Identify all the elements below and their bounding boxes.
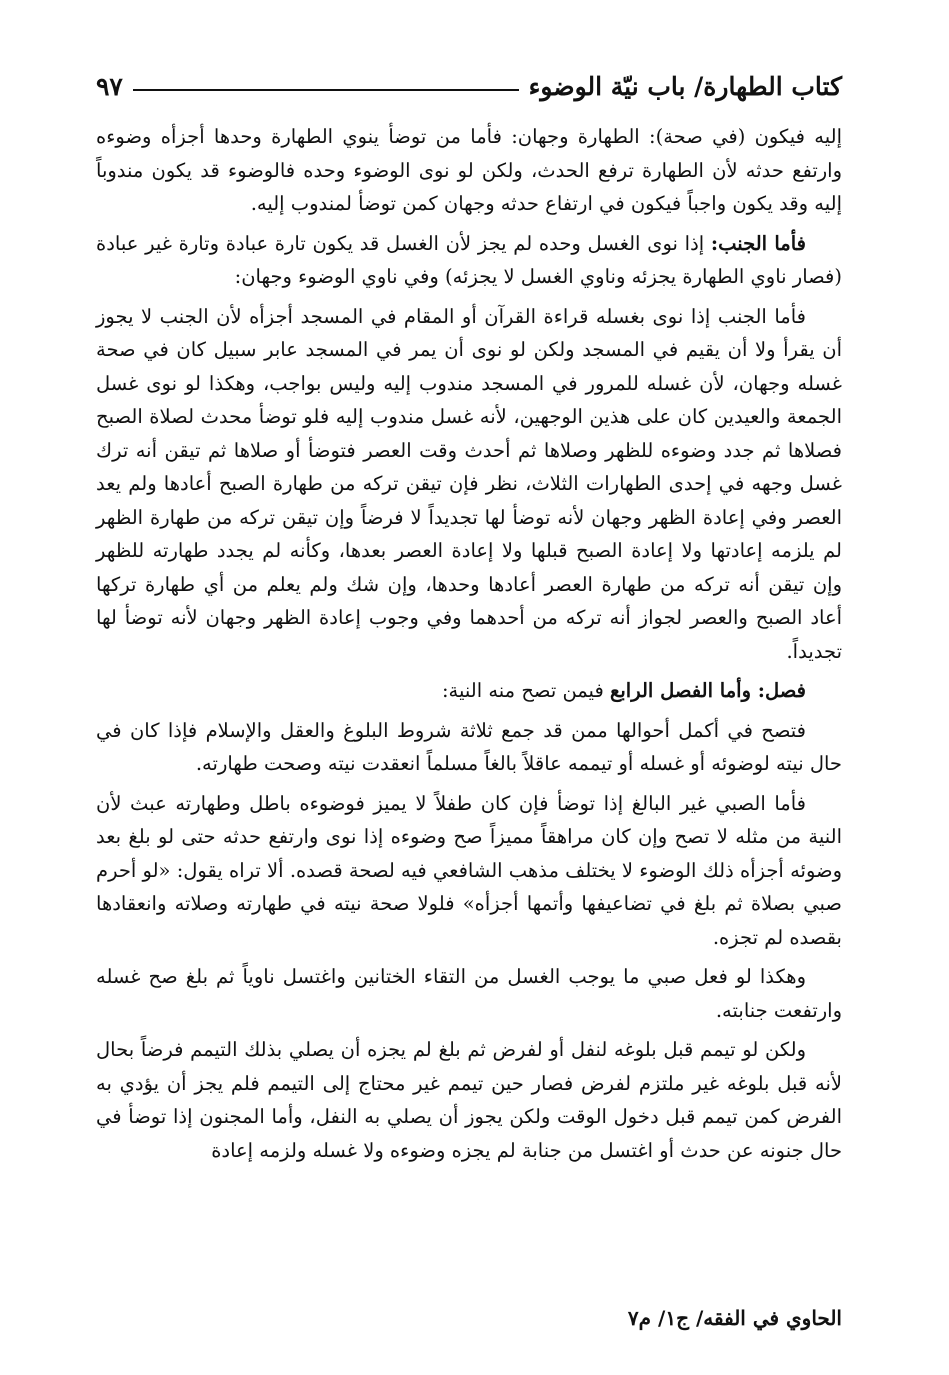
paragraph: فأما الصبي غير البالغ إذا توضأ فإن كان طفلاً لا يميز فوضوءه باطل وطهارته عبث لأن النية من مثله لا تصح وإن كان مراهقاً مميزاً صح وضوءه إذا نوى وارتفع حدثه حتى لو بلغ بعد وضوئه أجزأه ذلك الوضوء لا يختلف مذهب الشافعي فيه لصحة قصده. ألا تراه يقول: «لو أحرم صبي بصلاة ثم بلغ في تضاعيفها وأتمها أجزأه» فلولا صحة نيته في طهارته وصلاته وانعقادها بقصده لم تجزه. xyxy=(96,791,842,949)
page-number: ٩٧ xyxy=(96,71,123,101)
book-signature: الحاوي في الفقه/ ج١/ م٧ xyxy=(627,1306,842,1330)
document-page xyxy=(96,62,842,1362)
running-header xyxy=(96,62,842,110)
section-heading: فصل: وأما الفصل الرابع فيمن تصح منه النية: xyxy=(441,679,806,702)
paragraph: فأما الجنب: إذا نوى الغسل وحده لم يجز لأن الغسل قد يكون تارة عبادة وتارة غير عبادة (فصار ناوي الطهارة يجزئه وناوي الغسل لا يجزئه) وفي ناوي الوضوء وجهان: xyxy=(96,231,842,288)
paragraph: وهكذا لو فعل صبي ما يوجب الغسل من التقاء الختانين واغتسل ناوياً ثم بلغ صح غسله وارتفعت جنابته. xyxy=(96,965,842,1022)
page-body xyxy=(96,120,842,1167)
header-rule xyxy=(133,89,519,91)
paragraph: فأما الجنب إذا نوى بغسله قراءة القرآن أو المقام في المسجد أجزأه لأن الجنب لا يجوز أن يقرأ ولا أن يقيم في المسجد ولكن لو نوى أن يمر في المسجد عابر سبيل كان في صحة غسله وجهان، لأن غسله للمرور في المسجد مندوب إليه وليس بواجب، وهكذا لو نوى غسل الجمعة والعيدين كان على هذين الوجهين، لأنه غسل مندوب إليه فلو توضأ محدث لصلاة الصبح فصلاها ثم جدد وضوءه للظهر وصلاها ثم أحدث وقت العصر فتوضأ أو صلاها ثم تيقن أنه ترك غسل وجهه في إحدى الطهارات الثلاث، نظر فإن تيقن تركه من طهارة الصبح أعادها ولم يعد العصر وفي إعادة الظهر وجهان لأنه توضأ لها تجديداً لا فرضاً وإن تيقن تركه من طهارة الظهر لم يلزمه إعادتها ولا إعادة الصبح قبلها ولا إعادة العصر بعدها، وكأنه لم يجدد طهارته للظهر وإن تيقن أنه تركه من طهارة العصر أعادها وحدها، وإن شك ولم يعلم من أي طهارة تركها أعاد الصبح والعصر لجواز أنه تركه من أحدهما وفي وجوب إعادة الظهر وجهان لأنه توضأ لها تجديداً. xyxy=(96,304,842,663)
paragraph: إليه فيكون (في صحة): الطهارة وجهان: فأما من توضأ ينوي الطهارة وحدها أجزأه وضوءه وارتفع حدثه لأن الطهارة ترفع الحدث، ولكن لو نوى الوضوء وحده فالوضوء قد يكون مندوباً إليه وقد يكون واجباً فيكون في ارتفاع حدثه وجهان كمن توضأ لمندوب إليه. xyxy=(96,125,842,215)
paragraph: فتصح في أكمل أحوالها ممن قد جمع ثلاثة شروط البلوغ والعقل والإسلام فإذا كان في حال نيته لوضوئه أو غسله أو تيممه عاقلاً بالغاً مسلماً انعقدت نيته وصحت طهارته. xyxy=(96,718,842,775)
chapter-title: كتاب الطهارة/ باب نيّة الوضوء xyxy=(528,71,842,101)
paragraph-lead: فأما الجنب: xyxy=(710,231,806,255)
paragraph: ولكن لو تيمم قبل بلوغه لنفل أو لفرض ثم بلغ لم يجزه أن يصلي بذلك التيمم فرضاً بحال لأنه قبل بلوغه غير ملتزم لفرض فصار حين تيمم غير محتاج إلى التيمم فلم يجز أن يؤدي به الفرض كمن تيمم قبل دخول الوقت ولكن يجوز أن يصلي به النفل، وأما المجنون إذا توضأ في حال جنونه عن حدث أو اغتسل من جنابة لم يجزه وضوءه ولا غسله ولزمه إعادة xyxy=(96,1038,842,1162)
section-lead: فصل: وأما الفصل الرابع xyxy=(609,679,806,702)
